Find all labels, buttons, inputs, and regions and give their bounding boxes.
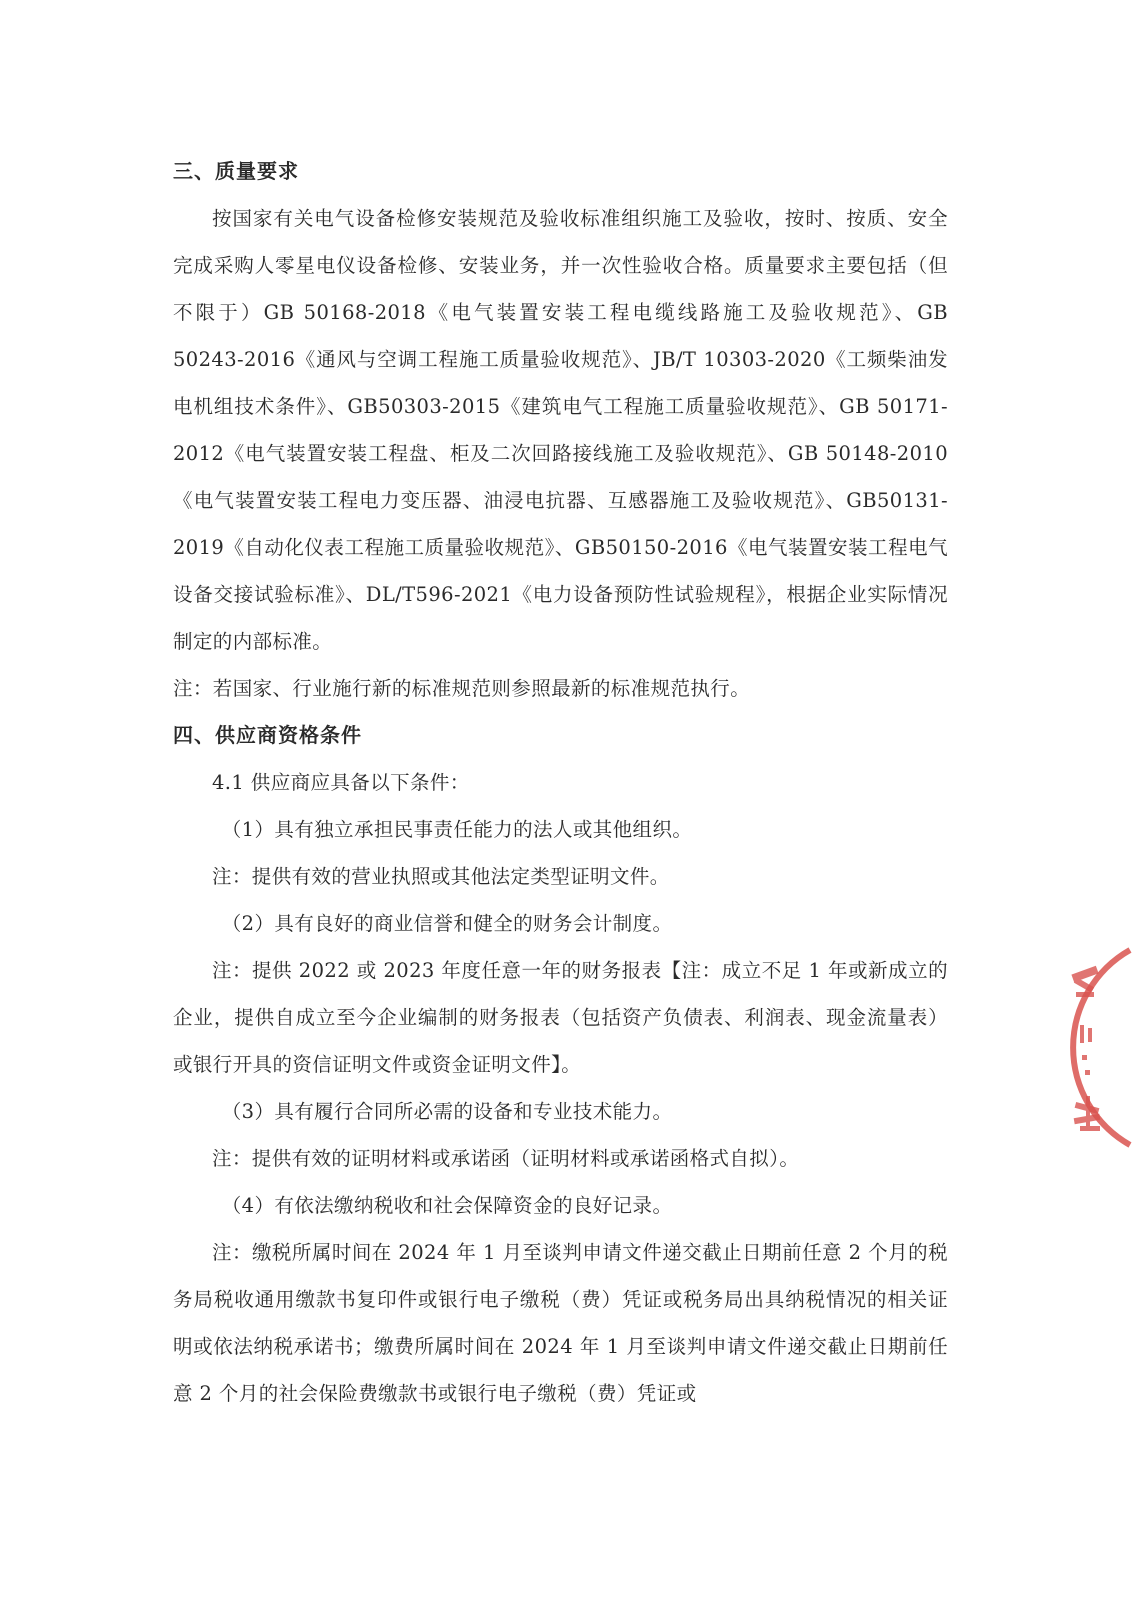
section-4-title: 四、供应商资格条件 xyxy=(173,723,362,747)
document-body xyxy=(173,148,948,1417)
condition-2: （2）具有良好的商业信誉和健全的财务会计制度。 xyxy=(221,912,673,935)
condition-1: （1）具有独立承担民事责任能力的法人或其他组织。 xyxy=(221,818,693,841)
condition-3: （3）具有履行合同所必需的设备和专业技术能力。 xyxy=(221,1100,673,1123)
section-4-intro: 4.1 供应商应具备以下条件： xyxy=(212,771,470,794)
section-3-body: 按国家有关电气设备检修安装规范及验收标准组织施工及验收，按时、按质、安全完成采购人零星电仪设备检修、安装业务，并一次性验收合格。质量要求主要包括（但不限于）GB 50168-2018《电气装置安装工程电缆线路施工及验收规范》、GB 50243-2016《通风与空调工程施工质量验收规范》、JB/T 10303-2020《工频柴油发电机组技术条件》、GB50303-2015《建筑电气工程施工质量验收规范》、GB 50171-2012《电气装置安装工程盘、柜及二次回路接线施工及验收规范》、GB 50148-2010《电气装置安装工程电力变压器、油浸电抗器、互感器施工及验收规范》、GB50131-2019《自动化仪表工程施工质量验收规范》、GB50150-2016《电气装置安装工程电气设备交接试验标准》、DL/T596-2021《电力设备预防性试验规程》，根据企业实际情况制定的内部标准。 xyxy=(173,207,948,653)
condition-4-note: 注：缴税所属时间在 2024 年 1 月至谈判申请文件递交截止日期前任意 2 个月的税务局税收通用缴款书复印件或银行电子缴税（费）凭证或税务局出具纳税情况的相关证明或依法纳税承诺书；缴费所属时间在 2024 年 1 月至谈判申请文件递交截止日期前任意 2 个月的社会保险费缴款书或银行电子缴税（费）凭证或 xyxy=(173,1241,948,1405)
condition-3-note: 注：提供有效的证明材料或承诺函（证明材料或承诺函格式自拟）。 xyxy=(212,1147,800,1170)
condition-2-note: 注：提供 2022 或 2023 年度任意一年的财务报表【注：成立不足 1 年或新成立的企业，提供自成立至今企业编制的财务报表（包括资产负债表、利润表、现金流量表）或银行开具的资信证明文件或资金证明文件】。 xyxy=(173,959,948,1076)
section-3-title: 三、质量要求 xyxy=(173,159,299,183)
condition-4: （4）有依法缴纳税收和社会保障资金的良好记录。 xyxy=(221,1194,673,1217)
red-seal-icon xyxy=(1060,930,1132,1165)
section-3-note: 注：若国家、行业施行新的标准规范则参照最新的标准规范执行。 xyxy=(173,677,751,700)
condition-1-note: 注：提供有效的营业执照或其他法定类型证明文件。 xyxy=(212,865,670,888)
